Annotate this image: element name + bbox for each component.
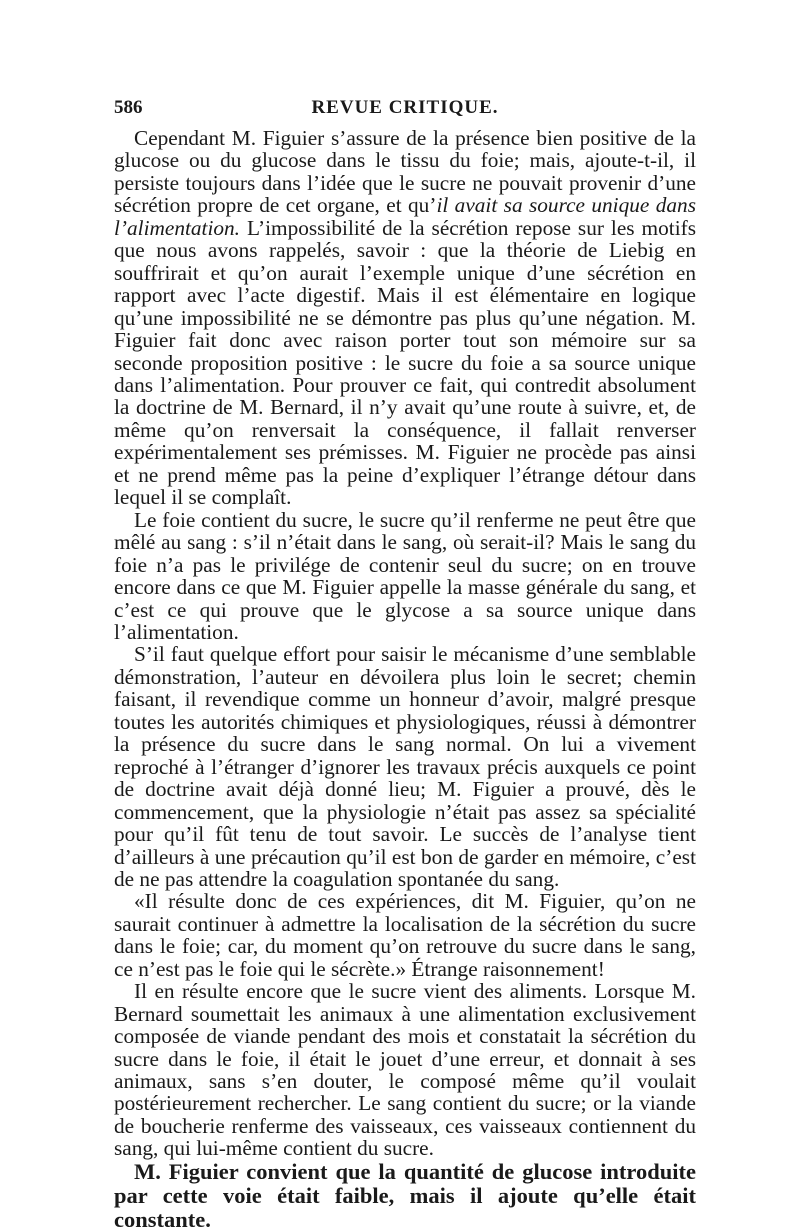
paragraph-2: Le foie contient du sucre, le sucre qu’il renferme ne peut être que mêlé au sang : s’il n’était dans le sang, où serait-il? Mais le sang du foie n’a pas le privilége de contenir seul du sucre; on en trouve encore dans ce que M. Figuier appelle la masse générale du sang, et c’est ce qui prouve que le glycose a sa source unique dans l’alimentation. [114, 507, 696, 644]
page-header [114, 97, 696, 127]
paragraph-1-italic-phrase: il avait sa source unique dans l’alimentation. [114, 193, 696, 240]
paragraph-4: «Il résulte donc de ces expériences, dit M. Figuier, qu’on ne saurait continuer à admettre la localisation de la sécrétion du sucre dans le foie; car, du moment qu’on retrouve du sucre dans le sang, ce n’est pas le foie qui le sécrète.» Étrange raisonnement! [114, 889, 696, 981]
body-text [114, 127, 696, 1232]
paragraph-5: Il en résulte encore que le sucre vient des aliments. Lorsque M. Bernard soumettait les animaux à une alimentation exclusivement composée de viande pendant des mois et constatait la sécrétion du sucre dans le foie, il était le jouet d’une erreur, et donnait à ses animaux, sans s’en douter, le composé même qu’il voulait postérieurement rechercher. Le sang contient du sucre; or la viande de boucherie renferme des vaisseaux, ces vaisseaux contiennent du sang, qui lui-même contient du sucre. [114, 979, 696, 1161]
paragraph-6: M. Figuier convient que la quantité de glucose introduite par cette voie était faible, mais il ajoute qu’elle était constante. [114, 1158, 696, 1232]
paragraph-1-text-before: Cependant M. Figuier s’assure de la présence bien positive de la glucose ou du glucose dans le tissu du foie; mais, ajoute-t-il, il persiste toujours dans l’idée que le sucre ne pouvait provenir d’une sécrétion propre de cet organe, et qu’ [114, 126, 696, 218]
paragraph-3: S’il faut quelque effort pour saisir le mécanisme d’une semblable démonstration, l’auteur en dévoilera plus loin le secret; chemin faisant, il revendique comme un honneur d’avoir, malgré presque toutes les autorités chimiques et physiologiques, réussi à démontrer la présence du sucre dans le sang normal. On lui a vivement reproché à l’étranger d’ignorer les travaux précis auxquels ce point de doctrine avait déjà donné lieu; M. Figuier a prouvé, dès le commencement, que la physiologie n’était pas assez sa spécialité pour qu’il fût tenu de tout savoir. Le succès de l’analyse tient d’ailleurs à une précaution qu’il est bon de garder en mémoire, c’est de ne pas attendre la coagulation spontanée du sang. [114, 642, 696, 891]
paragraph-1 [114, 127, 696, 509]
running-head: REVUE CRITIQUE. [311, 97, 499, 118]
paragraph-1-text-after: L’impossibilité de la sécrétion repose sur les motifs que nous avons rappelés, savoir : que la théorie de Liebig en souffrirait et qu’on aurait l’exemple unique d’une sécrétion en rapport avec l’acte digestif. Mais il est élémentaire en logique qu’une impossibilité ne se démontre pas plus qu’une négation. M. Figuier fait donc avec raison porter tout son mémoire sur sa seconde proposition positive : le sucre du foie a sa source unique dans l’alimentation. Pour prouver ce fait, qui contredit absolument la doctrine de M. Bernard, il n’y avait qu’une route à suivre, et, de même qu’on renversait la conséquence, il fallait renverser expérimentalement ses prémisses. M. Figuier ne procède pas ainsi et ne prend même pas la peine d’expliquer l’étrange détour dans lequel il se complaît. [114, 215, 696, 510]
page-number: 586 [114, 97, 143, 118]
